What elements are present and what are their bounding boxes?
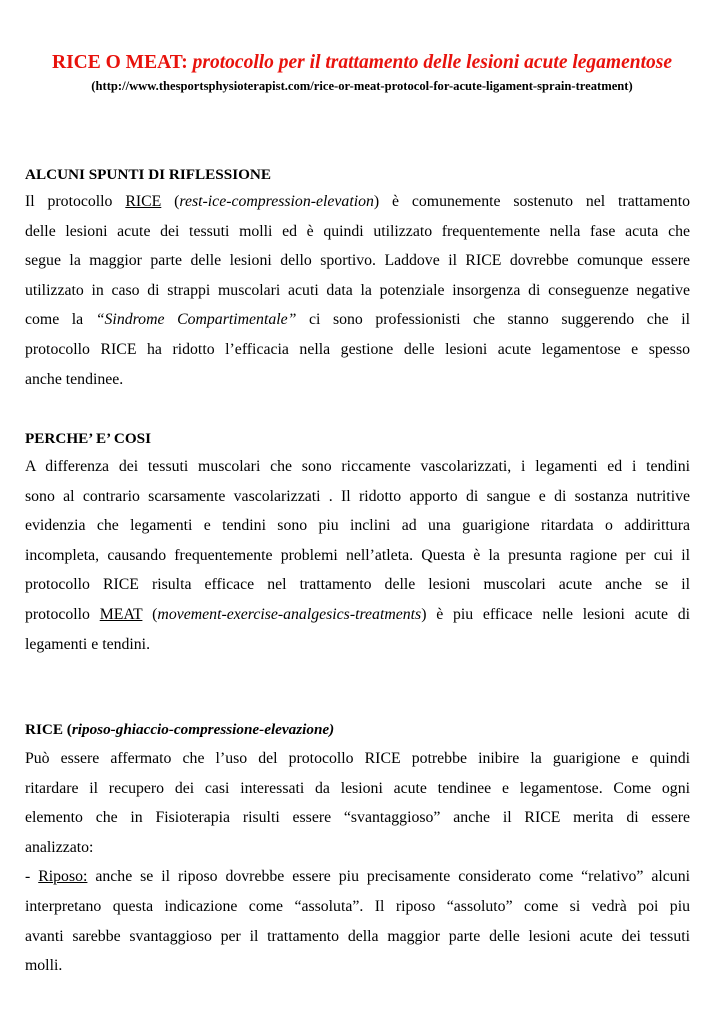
paragraph-line: protocollo RICE ha ridotto l’efficacia nella gestione delle lesioni acute legamentose e spesso — [25, 340, 690, 358]
paragraph-line: utilizzato in caso di strappi muscolari acuti data la potenziale insorgenza di conseguenze negative — [25, 281, 690, 299]
source-url: (http://www.thesportsphysioterapist.com/rice-or-meat-protocol-for-acute-ligament-sprain-treatment) — [91, 79, 633, 93]
paragraph-line: legamenti e tendini. — [25, 635, 151, 653]
paragraph-line: A differenza dei tessuti muscolari che sono riccamente vascolarizzati, i legamenti ed i tendini — [25, 458, 690, 475]
paragraph-line: protocollo MEAT (movement-exercise-analgesics-treatments) è piu efficace nelle lesioni acute di — [25, 605, 690, 623]
section-body-rice — [25, 744, 690, 981]
section-heading-rice: RICE (riposo-ghiaccio-compressione-elevazione) — [25, 721, 335, 738]
paragraph-line: analizzato: — [25, 838, 94, 856]
paragraph-line: avanti sarebbe svantaggioso per il trattamento della maggior parte delle lesioni acute dei tessuti — [25, 927, 690, 945]
paragraph-line: anche tendinee. — [25, 370, 124, 388]
paragraph-line: delle lesioni acute dei tessuti molli ed è quindi utilizzato frequentemente nella fase acuta che — [25, 222, 690, 240]
section-heading-perche: PERCHE’ E’ COSI — [25, 430, 152, 447]
paragraph-line: ritardare il recupero dei casi interessati da lesioni acute tendinee e legamentose. Come ogni — [25, 779, 690, 797]
title-subtitle: protocollo per il trattamento delle lesioni acute legamentose — [192, 52, 672, 73]
paragraph-line: sono al contrario scarsamente vascolarizzati . Il ridotto apporto di sangue e di sostanza nutritive — [25, 487, 690, 505]
rice-term: RICE — [125, 193, 162, 210]
paragraph-line: - Riposo: anche se il riposo dovrebbe essere piu precisamente considerato come “relativo” alcuni — [25, 868, 690, 886]
paragraph-line: come la “Sindrome Compartimentale” ci sono professionisti che stanno suggerendo che il — [25, 311, 690, 329]
paragraph-line: segue la maggior parte delle lesioni dello sportivo. Laddove il RICE dovrebbe comunque essere — [25, 252, 690, 270]
paragraph-line: Il protocollo RICE (rest-ice-compression-elevation) è comunemente sostenuto nel trattamento — [25, 193, 690, 210]
paragraph-line: protocollo RICE risulta efficace nel trattamento delle lesioni muscolari acute anche se il — [25, 576, 690, 594]
title-main: RICE O MEAT: — [52, 52, 188, 73]
document-title — [0, 51, 724, 75]
riposo-term: Riposo: — [38, 868, 88, 886]
paragraph-line: evidenzia che legamenti e tendini sono piu inclini ad una guarigione ritardata o addirittura — [25, 517, 690, 535]
paragraph-line: molli. — [25, 957, 63, 975]
paragraph-line: incompleta, causando frequentemente problemi nell’atleta. Questa è la presunta ragione per cui il — [25, 546, 690, 564]
meat-term: MEAT — [99, 605, 143, 623]
paragraph-line: Può essere affermato che l’uso del protocollo RICE potrebbe inibire la guarigione e quindi — [25, 750, 690, 767]
section-body-perche — [25, 452, 690, 659]
section-heading-riflessione: ALCUNI SPUNTI DI RIFLESSIONE — [25, 166, 272, 183]
section-body-riflessione — [25, 187, 690, 394]
paragraph-line: interpretano questa indicazione come “assoluta”. Il riposo “assoluto” come si vedrà poi piu — [25, 897, 690, 915]
paragraph-line: elemento che in Fisioterapia risulti essere “svantaggioso” anche il RICE merita di essere — [25, 809, 690, 827]
